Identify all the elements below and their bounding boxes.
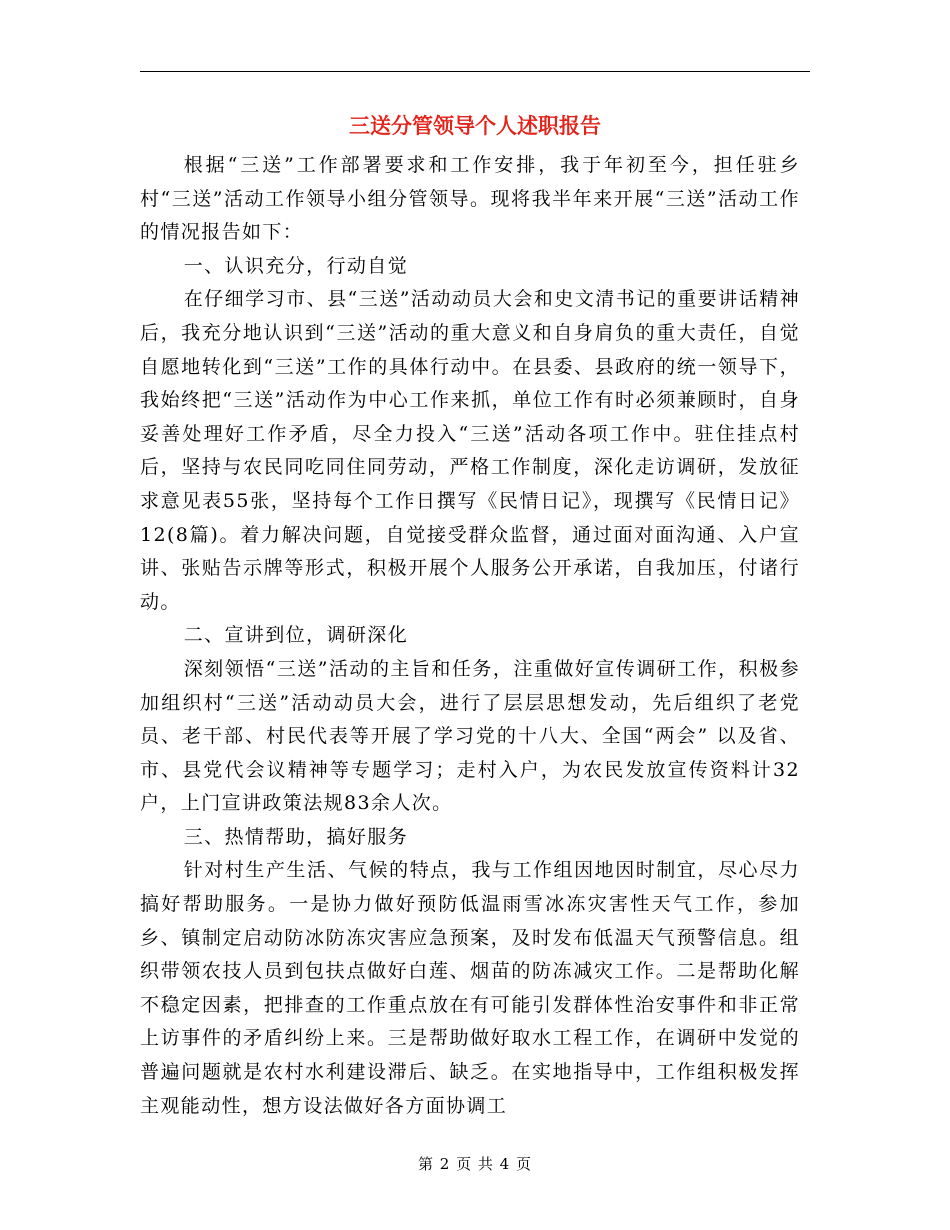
document-body [140,149,800,1123]
section-heading-3: 三、热情帮助，搞好服务 [183,825,409,848]
header-rule [140,71,810,72]
document-title: 三送分管领导个人述职报告 [349,114,601,138]
page-footer: 第 2 页 共 4 页 [418,1155,532,1173]
paragraph-section-2: 深刻领悟“三送”活动的主旨和任务，注重做好宣传调研工作，积极参加组织村“三送”活动动员大会，进行了层层思想发动，先后组织了老党员、老干部、村民代表等开展了学习党的十八大、全国“两会” 以及省、市、县党代会议精神等专题学习；走村入户，为农民发放宣传资料计32户，上门宣讲政策法规83余人次。 [140,657,800,815]
paragraph-section-1: 在仔细学习市、县“三送”活动动员大会和史文清书记的重要讲话精神后，我充分地认识到“三送”活动的重大意义和自身肩负的重大责任，自觉自愿地转化到“三送”工作的具体行动中。在县委、县政府的统一领导下，我始终把“三送”活动作为中心工作来抓，单位工作有时必须兼顾时，自身妥善处理好工作矛盾，尽全力投入“三送”活动各项工作中。驻住挂点村后，坚持与农民同吃同住同劳动，严格工作制度，深化走访调研，发放征求意见表55张，坚持每个工作日撰写《民情日记》，现撰写《民情日记》12(8篇)。着力解决问题，自觉接受群众监督，通过面对面沟通、入户宣讲、张贴告示牌等形式，积极开展个人服务公开承诺，自我加压，付诸行动。 [140,288,800,613]
paragraph-intro: 根据“三送”工作部署要求和工作安排，我于年初至今，担任驻乡村“三送”活动工作领导小组分管领导。现将我半年来开展“三送”活动工作的情况报告如下： [140,154,800,244]
section-heading-1: 一、认识充分，行动自觉 [183,254,409,277]
paragraph-section-3: 针对村生产生活、气候的特点，我与工作组因地因时制宜，尽心尽力搞好帮助服务。一是协力做好预防低温雨雪冰冻灾害性天气工作，参加乡、镇制定启动防冰防冻灾害应急预案，及时发布低温天气预警信息。组织带领农技人员到包扶点做好白莲、烟苗的防冻减灾工作。二是帮助化解不稳定因素，把排查的工作重点放在有可能引发群体性治安事件和非正常上访事件的矛盾纠纷上来。三是帮助做好取水工程工作，在调研中发觉的普遍问题就是农村水利建设滞后、缺乏。在实地指导中，工作组积极发挥主观能动性，想方设法做好各方面协调工 [140,859,800,1117]
section-heading-2: 二、宣讲到位，调研深化 [183,624,409,647]
